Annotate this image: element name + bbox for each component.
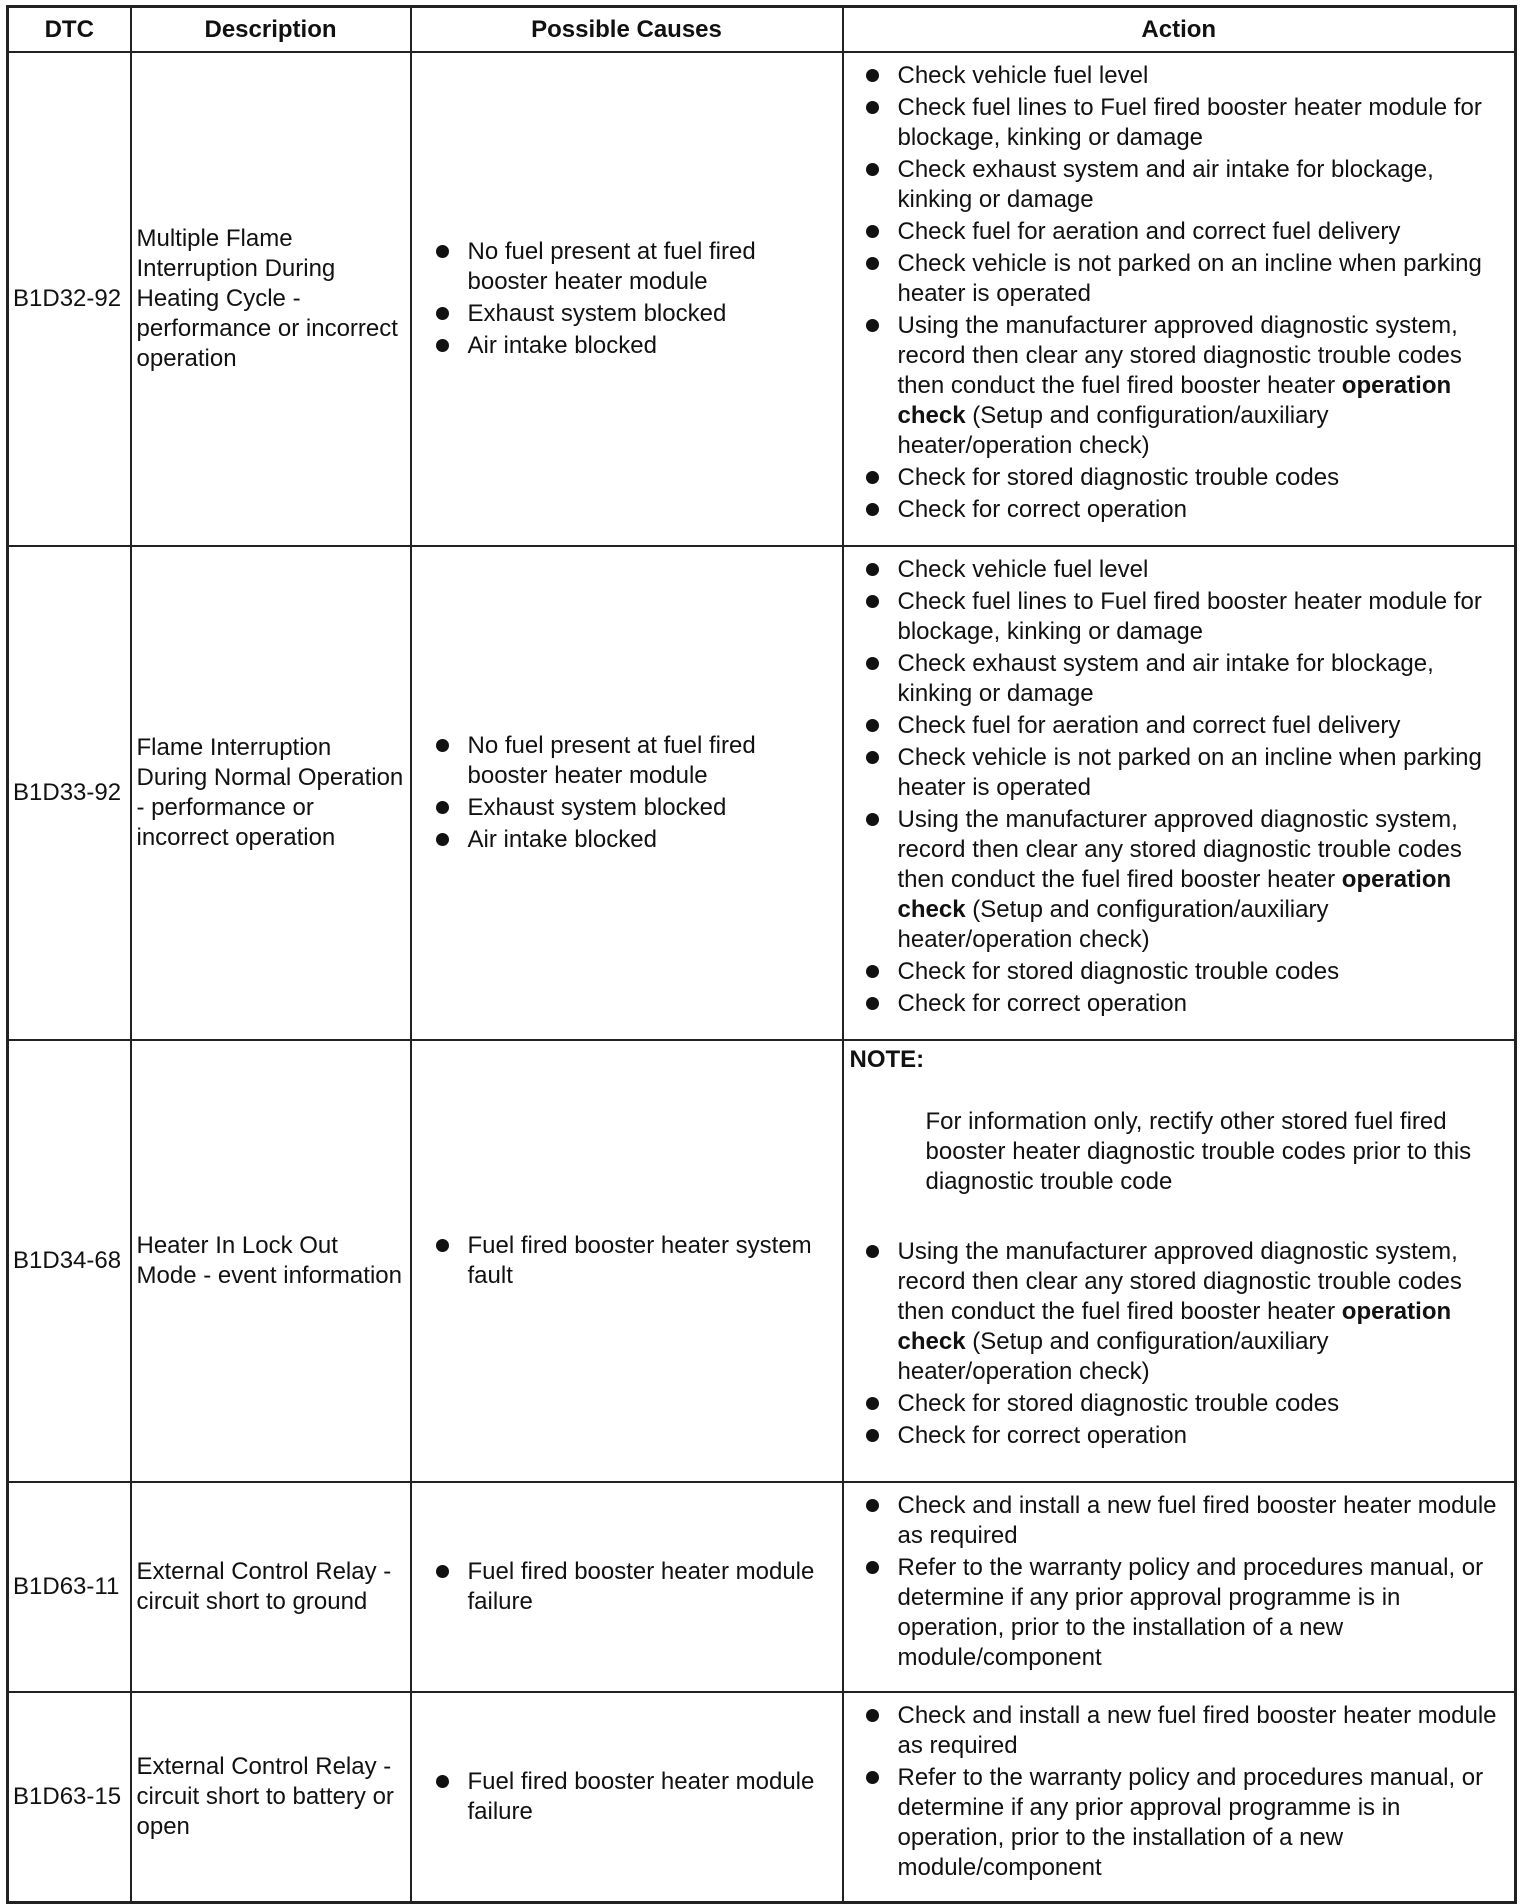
action-text: Check fuel lines to Fuel fired booster heater module for blockage, kinking or damage — [897, 588, 1482, 645]
action-text: Refer to the warranty policy and procedures manual, or determine if any prior approval programme is in operation, prior to the installation of a new module/component — [897, 1764, 1484, 1881]
bullet-icon — [866, 69, 879, 82]
action-text-suffix: (Setup and configuration/auxiliary heater/operation check) — [897, 896, 1329, 953]
action-item — [864, 805, 1505, 955]
action-item — [864, 495, 1505, 525]
action-list — [864, 1701, 1505, 1883]
action-text: Check fuel lines to Fuel fired booster heater module for blockage, kinking or damage — [897, 94, 1482, 151]
cause-text: Air intake blocked — [467, 332, 657, 359]
possible-causes-list — [434, 237, 834, 361]
action-cell — [843, 1692, 1516, 1903]
action-cell — [843, 52, 1516, 546]
table-row — [8, 546, 1516, 1040]
cause-item — [434, 1767, 834, 1827]
cause-item — [434, 237, 834, 297]
action-text: Check vehicle is not parked on an incline when parking heater is operated — [897, 744, 1482, 801]
cause-item — [434, 331, 834, 361]
action-item — [864, 249, 1505, 309]
bullet-icon — [866, 657, 879, 670]
action-item — [864, 61, 1505, 91]
action-item — [864, 1763, 1505, 1883]
action-text: Check for correct operation — [897, 1422, 1187, 1449]
cause-item — [434, 1557, 834, 1617]
possible-causes-cell — [411, 1040, 843, 1482]
possible-causes-cell — [411, 546, 843, 1040]
action-text: Using the manufacturer approved diagnostic system, record then clear any stored diagnostic trouble codes then conduct the fuel fired booster heater — [897, 312, 1462, 399]
note-text: For information only, rectify other stored fuel fired booster heater diagnostic trouble codes prior to this diagnostic trouble code — [925, 1108, 1472, 1195]
action-text: Check exhaust system and air intake for blockage, kinking or damage — [897, 156, 1434, 213]
action-list — [864, 1237, 1505, 1451]
header-row — [8, 7, 1516, 53]
action-item — [864, 711, 1505, 741]
bullet-icon — [436, 245, 449, 258]
bullet-icon — [866, 1561, 879, 1574]
cause-item — [434, 731, 834, 791]
bullet-icon — [866, 225, 879, 238]
action-text: Check for correct operation — [897, 496, 1187, 523]
action-item — [864, 217, 1505, 247]
action-text-suffix: (Setup and configuration/auxiliary heater/operation check) — [897, 402, 1329, 459]
bullet-icon — [866, 965, 879, 978]
table-row — [8, 52, 1516, 546]
possible-causes-list — [434, 1767, 834, 1827]
cause-item — [434, 793, 834, 823]
action-text: Check and install a new fuel fired booster heater module as required — [897, 1702, 1497, 1759]
cause-text: Fuel fired booster heater module failure — [467, 1558, 815, 1615]
action-text: Check for correct operation — [897, 990, 1187, 1017]
action-item — [864, 1389, 1505, 1419]
bullet-icon — [866, 471, 879, 484]
action-item — [864, 555, 1505, 585]
bullet-icon — [436, 1565, 449, 1578]
dtc-table-container — [6, 5, 1514, 1904]
bullet-icon — [436, 801, 449, 814]
action-item — [864, 587, 1505, 647]
dtc-code: B1D34-68 — [8, 1040, 131, 1482]
action-item — [864, 463, 1505, 493]
bullet-icon — [866, 1771, 879, 1784]
possible-causes-list — [434, 731, 834, 855]
dtc-description: External Control Relay - circuit short to ground — [131, 1482, 411, 1692]
cause-text: No fuel present at fuel fired booster heater module — [467, 238, 756, 295]
bullet-icon — [436, 307, 449, 320]
action-cell — [843, 546, 1516, 1040]
cause-item — [434, 299, 834, 329]
possible-causes-list — [434, 1231, 834, 1291]
bullet-icon — [436, 1239, 449, 1252]
action-item — [864, 93, 1505, 153]
action-item — [864, 743, 1505, 803]
cause-item — [434, 825, 834, 855]
bullet-icon — [866, 163, 879, 176]
cause-text: No fuel present at fuel fired booster heater module — [467, 732, 756, 789]
action-link-operation-check: operation check — [897, 866, 1452, 923]
bullet-icon — [436, 739, 449, 752]
bullet-icon — [866, 563, 879, 576]
action-link-operation-check: operation check — [897, 1298, 1452, 1355]
header-possible-causes: Possible Causes — [411, 7, 843, 53]
bullet-icon — [866, 1245, 879, 1258]
action-link-operation-check: operation check — [897, 372, 1452, 429]
dtc-table — [6, 5, 1517, 1904]
action-text: Refer to the warranty policy and procedures manual, or determine if any prior approval programme is in operation, prior to the installation of a new module/component — [897, 1554, 1484, 1671]
action-text: Check vehicle fuel level — [897, 62, 1149, 89]
note-title: NOTE: — [849, 1046, 925, 1073]
action-text: Check exhaust system and air intake for blockage, kinking or damage — [897, 650, 1434, 707]
action-text: Check vehicle fuel level — [897, 556, 1149, 583]
cause-text: Fuel fired booster heater module failure — [467, 1768, 815, 1825]
action-item — [864, 1421, 1505, 1451]
cause-text: Fuel fired booster heater system fault — [467, 1232, 812, 1289]
header-action: Action — [843, 7, 1516, 53]
bullet-icon — [436, 833, 449, 846]
bullet-icon — [866, 257, 879, 270]
action-text: Check fuel for aeration and correct fuel delivery — [897, 712, 1401, 739]
action-item — [864, 989, 1505, 1019]
header-description: Description — [131, 7, 411, 53]
dtc-code: B1D32-92 — [8, 52, 131, 546]
action-item — [864, 1491, 1505, 1551]
dtc-description: Heater In Lock Out Mode - event information — [131, 1040, 411, 1482]
dtc-code: B1D63-15 — [8, 1692, 131, 1903]
dtc-description: Multiple Flame Interruption During Heating Cycle - performance or incorrect operation — [131, 52, 411, 546]
dtc-description: Flame Interruption During Normal Operation - performance or incorrect operation — [131, 546, 411, 1040]
cause-text: Exhaust system blocked — [467, 300, 727, 327]
cause-text: Exhaust system blocked — [467, 794, 727, 821]
action-text: Check vehicle is not parked on an incline when parking heater is operated — [897, 250, 1482, 307]
bullet-icon — [866, 319, 879, 332]
action-list — [864, 61, 1505, 525]
bullet-icon — [436, 1775, 449, 1788]
cause-text: Air intake blocked — [467, 826, 657, 853]
action-text: Check for stored diagnostic trouble codes — [897, 1390, 1340, 1417]
possible-causes-cell — [411, 52, 843, 546]
bullet-icon — [866, 595, 879, 608]
action-item — [864, 1553, 1505, 1673]
cause-item — [434, 1231, 834, 1291]
bullet-icon — [866, 813, 879, 826]
action-item — [864, 155, 1505, 215]
action-cell — [843, 1482, 1516, 1692]
bullet-icon — [866, 1397, 879, 1410]
header-dtc: DTC — [8, 7, 131, 53]
action-list — [864, 1491, 1505, 1673]
action-text: Check for stored diagnostic trouble codes — [897, 464, 1340, 491]
action-item — [864, 957, 1505, 987]
bullet-icon — [866, 101, 879, 114]
possible-causes-cell — [411, 1482, 843, 1692]
action-list — [864, 555, 1505, 1019]
bullet-icon — [866, 1499, 879, 1512]
bullet-icon — [866, 503, 879, 516]
bullet-icon — [866, 997, 879, 1010]
bullet-icon — [436, 339, 449, 352]
table-row — [8, 1040, 1516, 1482]
table-row — [8, 1482, 1516, 1692]
action-text: Check and install a new fuel fired booster heater module as required — [897, 1492, 1497, 1549]
bullet-icon — [866, 751, 879, 764]
dtc-code: B1D33-92 — [8, 546, 131, 1040]
table-row — [8, 1692, 1516, 1903]
dtc-code: B1D63-11 — [8, 1482, 131, 1692]
action-text: Using the manufacturer approved diagnostic system, record then clear any stored diagnostic trouble codes then conduct the fuel fired booster heater — [897, 1238, 1462, 1325]
action-text-suffix: (Setup and configuration/auxiliary heater/operation check) — [897, 1328, 1329, 1385]
bullet-icon — [866, 719, 879, 732]
possible-causes-list — [434, 1557, 834, 1617]
action-item — [864, 311, 1505, 461]
dtc-description: External Control Relay - circuit short to battery or open — [131, 1692, 411, 1903]
action-text: Check fuel for aeration and correct fuel delivery — [897, 218, 1401, 245]
possible-causes-cell — [411, 1692, 843, 1903]
action-text: Using the manufacturer approved diagnostic system, record then clear any stored diagnostic trouble codes then conduct the fuel fired booster heater — [897, 806, 1462, 893]
bullet-icon — [866, 1429, 879, 1442]
action-item — [864, 1701, 1505, 1761]
action-item — [864, 649, 1505, 709]
action-item — [864, 1237, 1505, 1387]
action-text: Check for stored diagnostic trouble codes — [897, 958, 1340, 985]
action-cell — [843, 1040, 1516, 1482]
bullet-icon — [866, 1709, 879, 1722]
